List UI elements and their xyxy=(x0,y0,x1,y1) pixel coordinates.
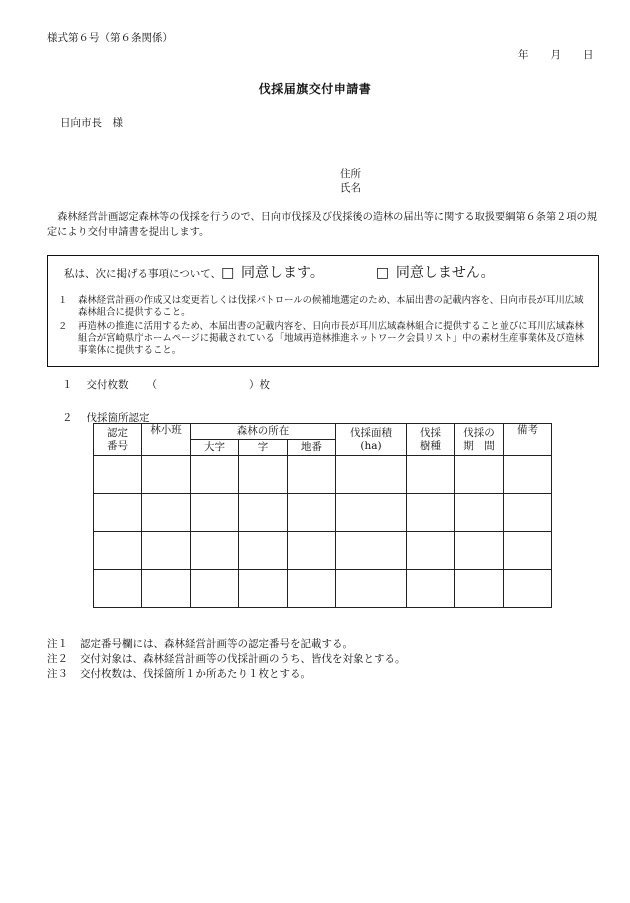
table-cell[interactable] xyxy=(504,570,552,608)
header-subcompartment: 林小班 xyxy=(142,424,191,456)
header-location: 森林の所在 xyxy=(191,424,336,440)
table-cell[interactable] xyxy=(94,456,142,494)
item1-number: １ xyxy=(62,379,73,391)
footnote-1 xyxy=(47,636,353,651)
table-cell[interactable] xyxy=(191,456,239,494)
date-year: 年 xyxy=(518,49,529,61)
header-lot: 地番 xyxy=(288,440,336,456)
table-cell[interactable] xyxy=(191,532,239,570)
cutting-site-label: 伐採箇所認定 xyxy=(86,412,150,424)
agree-checkbox[interactable]: □ xyxy=(221,265,235,281)
document-title: 伐採届旗交付申請書 xyxy=(258,82,372,96)
issue-count-label: 交付枚数 xyxy=(86,379,129,391)
footnote-text: 交付枚数は、伐採箇所１か所あたり１枚とする。 xyxy=(80,668,311,680)
footnote-label: 注１ xyxy=(47,638,68,650)
table-cell[interactable] xyxy=(504,456,552,494)
consent-item-number: ２ xyxy=(58,321,68,332)
table-row xyxy=(94,570,552,608)
table-cell[interactable] xyxy=(336,570,407,608)
table-cell[interactable] xyxy=(288,494,336,532)
table-cell[interactable] xyxy=(336,494,407,532)
header-oaza: 大字 xyxy=(191,440,239,456)
table-cell[interactable] xyxy=(239,570,288,608)
issue-count-open: （ xyxy=(146,379,157,391)
name-label: 氏名 xyxy=(340,182,361,194)
table-cell[interactable] xyxy=(407,570,455,608)
table-cell[interactable] xyxy=(336,532,407,570)
issue-count-close: ）枚 xyxy=(249,379,270,391)
footnote-text: 交付対象は、森林経営計画等の伐採計画のうち、皆伐を対象とする。 xyxy=(80,653,406,665)
consent-item-2 xyxy=(58,321,588,357)
issue-count-line xyxy=(62,377,270,392)
table-row xyxy=(94,494,552,532)
address-label: 住所 xyxy=(340,168,361,180)
consent-question xyxy=(64,262,495,282)
consent-item-text: 再造林の推進に活用するため、本届出書の記載内容を、日向市長が耳川広域森林組合に提供すること並びに耳川広域森林組合が宮崎県庁ホームページに掲載されている「地域再造林推進ネットワーク会員リスト」中の素材生産事業体及び造林事業体に提供すること。 xyxy=(78,321,584,356)
table-cell[interactable] xyxy=(504,494,552,532)
table-cell[interactable] xyxy=(142,456,191,494)
footnote-text: 認定番号欄には、森林経営計画等の認定番号を記載する。 xyxy=(80,638,353,650)
table-row xyxy=(94,532,552,570)
table-cell[interactable] xyxy=(94,532,142,570)
footnote-label: 注３ xyxy=(47,668,68,680)
table-cell[interactable] xyxy=(142,494,191,532)
disagree-label: 同意しません。 xyxy=(395,265,495,281)
header-period: 伐採の 期 間 xyxy=(455,424,504,456)
table-cell[interactable] xyxy=(407,532,455,570)
table-cell[interactable] xyxy=(239,532,288,570)
consent-item-text: 森林経営計画の作成又は変更若しくは伐採パトロールの候補地選定のため、本届出書の記載内容を、日向市長が耳川広域森林組合に提供すること。 xyxy=(78,295,584,318)
footnote-2 xyxy=(47,651,406,666)
table-cell[interactable] xyxy=(239,494,288,532)
consent-item-number: １ xyxy=(58,295,68,306)
addressee: 日向市長 様 xyxy=(60,117,123,129)
table-cell[interactable] xyxy=(288,456,336,494)
footnote-3 xyxy=(47,666,311,681)
consent-box xyxy=(47,255,599,367)
table-cell[interactable] xyxy=(504,532,552,570)
table-row xyxy=(94,456,552,494)
table-cell[interactable] xyxy=(94,494,142,532)
table-cell[interactable] xyxy=(455,456,504,494)
table-cell[interactable] xyxy=(336,456,407,494)
header-aza: 字 xyxy=(239,440,288,456)
item2-number: ２ xyxy=(62,412,73,424)
table-cell[interactable] xyxy=(455,494,504,532)
footnote-label: 注２ xyxy=(47,653,68,665)
table-cell[interactable] xyxy=(288,570,336,608)
table-cell[interactable] xyxy=(94,570,142,608)
table-cell[interactable] xyxy=(455,532,504,570)
cutting-site-table xyxy=(93,423,552,608)
table-cell[interactable] xyxy=(455,570,504,608)
header-area: 伐採面積 (ha) xyxy=(336,424,407,456)
table-cell[interactable] xyxy=(288,532,336,570)
table-cell[interactable] xyxy=(191,570,239,608)
consent-prefix: 私は、次に掲げる事項について、 xyxy=(64,268,222,280)
table-cell[interactable] xyxy=(407,456,455,494)
date-month: 月 xyxy=(550,49,561,61)
date-line xyxy=(518,47,594,62)
agree-label: 同意します。 xyxy=(241,265,324,281)
table-cell[interactable] xyxy=(142,570,191,608)
disagree-checkbox[interactable]: □ xyxy=(375,265,390,281)
table-cell[interactable] xyxy=(142,532,191,570)
date-day: 日 xyxy=(583,49,594,61)
table-cell[interactable] xyxy=(239,456,288,494)
header-remarks: 備考 xyxy=(504,424,552,456)
table-cell[interactable] xyxy=(407,494,455,532)
application-statement: 森林経営計画認定森林等の伐採を行うので、日向市伐採及び伐採後の造林の届出等に関する取扱要綱第６条第２項の規定により交付申請書を提出します。 xyxy=(47,212,597,238)
table-cell[interactable] xyxy=(191,494,239,532)
header-cert-number: 認定 番号 xyxy=(94,424,142,456)
form-number: 様式第６号（第６条関係） xyxy=(47,32,173,44)
consent-item-1 xyxy=(58,295,588,319)
header-species: 伐採 樹種 xyxy=(407,424,455,456)
